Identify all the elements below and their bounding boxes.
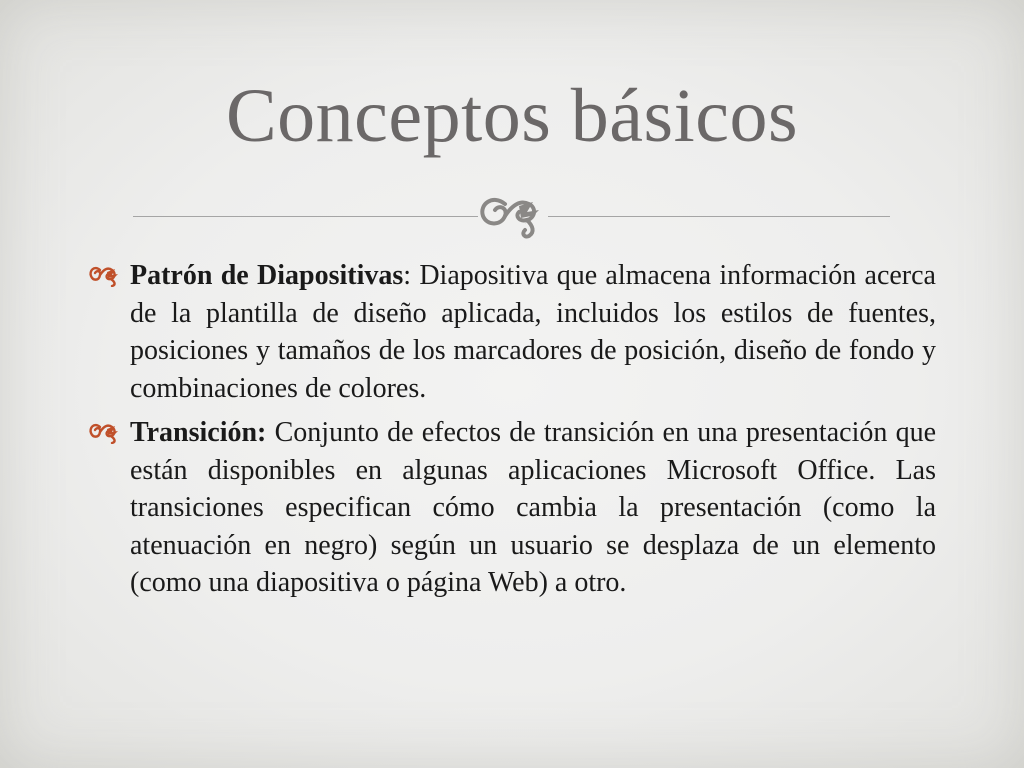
bullet-term: Patrón de Diapositivas — [130, 260, 404, 291]
bullet-item-patron — [88, 257, 936, 407]
bullet-item-transicion — [88, 414, 936, 602]
bullet-term: Transición: — [130, 417, 267, 448]
title-divider-left — [133, 216, 478, 217]
flourish-bullet-icon — [88, 263, 122, 287]
title-divider-right — [548, 216, 890, 217]
bullet-text: Conjunto de efectos de transición en una presentación que están disponibles en algunas aplicaciones Microsoft Office. Las transiciones especifican cómo cambia la presentación (como la atenuación en negro) según un usuario se desplaza de un elemento (como una diapositiva o página Web) a otro. — [130, 417, 936, 598]
bullet-text: Diapositiva que almacena información acerca de la plantilla de diseño aplicada, incluidos los estilos de fuentes, posiciones y tamaños de los marcadores de posición, diseño de fondo y combinaciones de colores. — [130, 260, 936, 404]
bullet-list — [88, 257, 936, 609]
bullet-separator: : — [403, 260, 412, 291]
slide-title: Conceptos básicos — [225, 74, 799, 158]
scroll-flourish-icon — [475, 190, 551, 240]
flourish-bullet-icon — [88, 420, 122, 444]
